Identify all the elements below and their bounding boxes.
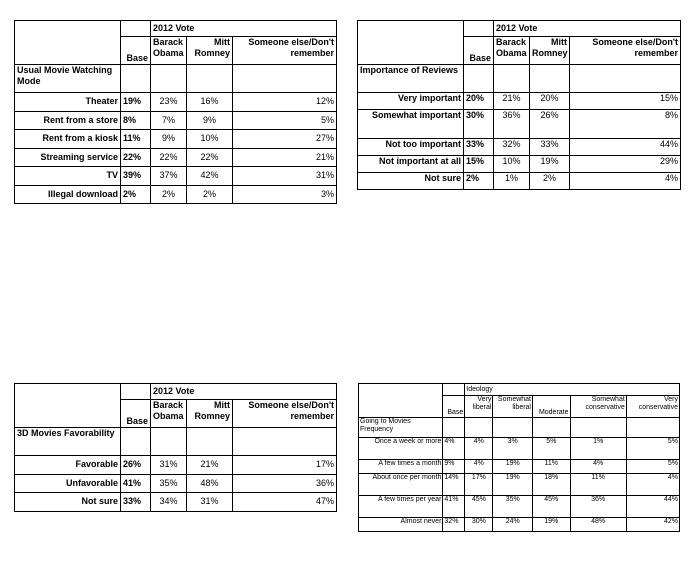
cell-base: 20% bbox=[464, 93, 494, 110]
row-label: Rent from a store bbox=[15, 111, 121, 130]
cell-obama: 32% bbox=[494, 139, 530, 156]
cell-obama: 2% bbox=[151, 185, 187, 204]
row-label: Favorable bbox=[15, 456, 121, 475]
cell-slib: 19% bbox=[493, 460, 533, 474]
table-row bbox=[359, 460, 680, 474]
table-row bbox=[15, 493, 337, 512]
cell-romney: 20% bbox=[530, 93, 570, 110]
ideology-rows bbox=[359, 438, 680, 532]
section-label: Usual Movie Watching Mode bbox=[15, 65, 121, 93]
cell-mod: 18% bbox=[533, 474, 571, 496]
col-header-moderate: Moderate bbox=[533, 396, 571, 418]
cell-other: 15% bbox=[570, 93, 681, 110]
cell-mod: 45% bbox=[533, 496, 571, 518]
cell-vlib: 17% bbox=[465, 474, 493, 496]
movie-mode-rows bbox=[15, 93, 337, 204]
cell-base: 32% bbox=[443, 518, 465, 532]
cell-romney: 21% bbox=[187, 456, 233, 475]
cell-scon: 48% bbox=[570, 518, 626, 532]
row-label: Streaming service bbox=[15, 148, 121, 167]
cell-other: 5% bbox=[233, 111, 337, 130]
cell-slib: 3% bbox=[493, 438, 533, 460]
section-label: Importance of Reviews bbox=[358, 65, 464, 93]
table-row bbox=[15, 185, 337, 204]
cell-base: 2% bbox=[121, 185, 151, 204]
cell-romney: 33% bbox=[530, 139, 570, 156]
corner-cell bbox=[358, 21, 464, 37]
col-header-other: Someone else/Don't remember bbox=[233, 37, 337, 65]
col-header-romney: Mitt Romney bbox=[187, 37, 233, 65]
table-row bbox=[358, 156, 681, 173]
cell-romney: 10% bbox=[187, 130, 233, 149]
cell-other: 31% bbox=[233, 167, 337, 186]
col-header-base: Base bbox=[121, 37, 151, 65]
cell-other: 47% bbox=[233, 493, 337, 512]
table-row bbox=[359, 474, 680, 496]
col-header-romney: Mitt Romney bbox=[530, 37, 570, 65]
col-header-somewhat-conservative: Somewhat conservative bbox=[570, 396, 626, 418]
table-row bbox=[15, 93, 337, 112]
cell-obama: 1% bbox=[494, 173, 530, 190]
row-label: TV bbox=[15, 167, 121, 186]
cell-obama: 23% bbox=[151, 93, 187, 112]
cell-slib: 24% bbox=[493, 518, 533, 532]
section-label: Going to Movies Frequency bbox=[359, 418, 443, 438]
row-label: Theater bbox=[15, 93, 121, 112]
group-header: 2012 Vote bbox=[151, 21, 337, 37]
cell-romney: 22% bbox=[187, 148, 233, 167]
cell-base: 41% bbox=[121, 474, 151, 493]
cell-vcon: 5% bbox=[626, 438, 679, 460]
cell-obama: 7% bbox=[151, 111, 187, 130]
cell-vcon: 4% bbox=[626, 474, 679, 496]
corner-cell bbox=[15, 21, 121, 37]
cell-obama: 34% bbox=[151, 493, 187, 512]
col-header-base: Base bbox=[464, 37, 494, 65]
col-header-other: Someone else/Don't remember bbox=[233, 400, 337, 428]
cell-scon: 1% bbox=[570, 438, 626, 460]
reviews-table bbox=[357, 20, 681, 190]
col-header-romney: Mitt Romney bbox=[187, 400, 233, 428]
row-label: Not sure bbox=[15, 493, 121, 512]
cell-vlib: 45% bbox=[465, 496, 493, 518]
cell-base: 11% bbox=[121, 130, 151, 149]
row-label: Rent from a kiosk bbox=[15, 130, 121, 149]
cell-romney: 31% bbox=[187, 493, 233, 512]
cell-romney: 16% bbox=[187, 93, 233, 112]
cell-mod: 11% bbox=[533, 460, 571, 474]
cell-base: 2% bbox=[464, 173, 494, 190]
table-row bbox=[15, 474, 337, 493]
cell-base: 33% bbox=[121, 493, 151, 512]
cell-other: 12% bbox=[233, 93, 337, 112]
cell-obama: 9% bbox=[151, 130, 187, 149]
col-header-base: Base bbox=[121, 400, 151, 428]
cell-base: 41% bbox=[443, 496, 465, 518]
col-header-obama: Barack Obama bbox=[151, 400, 187, 428]
group-header: 2012 Vote bbox=[151, 384, 337, 400]
row-label: A few times per year bbox=[359, 496, 443, 518]
table-row bbox=[15, 167, 337, 186]
row-label: About once per month bbox=[359, 474, 443, 496]
group-header: Ideology bbox=[465, 384, 680, 396]
row-label: Not sure bbox=[358, 173, 464, 190]
cell-base: 19% bbox=[121, 93, 151, 112]
row-label: Once a week or more bbox=[359, 438, 443, 460]
table-row bbox=[359, 496, 680, 518]
cell-obama: 21% bbox=[494, 93, 530, 110]
cell-vcon: 42% bbox=[626, 518, 679, 532]
cell-mod: 19% bbox=[533, 518, 571, 532]
cell-other: 44% bbox=[570, 139, 681, 156]
table-row bbox=[358, 93, 681, 110]
cell-romney: 9% bbox=[187, 111, 233, 130]
cell-obama: 37% bbox=[151, 167, 187, 186]
cell-base: 30% bbox=[464, 110, 494, 139]
cell-slib: 35% bbox=[493, 496, 533, 518]
cell-romney: 42% bbox=[187, 167, 233, 186]
cell-vlib: 30% bbox=[465, 518, 493, 532]
cell-other: 3% bbox=[233, 185, 337, 204]
cell-other: 8% bbox=[570, 110, 681, 139]
corner-cell bbox=[15, 384, 121, 400]
table-row bbox=[15, 148, 337, 167]
cell-vcon: 5% bbox=[626, 460, 679, 474]
table-row bbox=[358, 173, 681, 190]
table-row bbox=[359, 438, 680, 460]
cell-obama: 10% bbox=[494, 156, 530, 173]
cell-other: 27% bbox=[233, 130, 337, 149]
cell-base: 39% bbox=[121, 167, 151, 186]
cell-scon: 36% bbox=[570, 496, 626, 518]
table-row bbox=[15, 111, 337, 130]
corner-cell bbox=[359, 384, 443, 396]
table-row bbox=[358, 139, 681, 156]
cell-other: 36% bbox=[233, 474, 337, 493]
col-header-obama: Barack Obama bbox=[151, 37, 187, 65]
table-row bbox=[15, 456, 337, 475]
row-label: Not important at all bbox=[358, 156, 464, 173]
cell-obama: 22% bbox=[151, 148, 187, 167]
cell-romney: 19% bbox=[530, 156, 570, 173]
col-header-very-conservative: Very conservative bbox=[626, 396, 679, 418]
cell-vcon: 44% bbox=[626, 496, 679, 518]
cell-scon: 11% bbox=[570, 474, 626, 496]
ideology-table bbox=[358, 383, 680, 532]
three-d-rows bbox=[15, 456, 337, 512]
cell-base: 15% bbox=[464, 156, 494, 173]
cell-base: 14% bbox=[443, 474, 465, 496]
cell-romney: 26% bbox=[530, 110, 570, 139]
cell-base: 8% bbox=[121, 111, 151, 130]
cell-base: 9% bbox=[443, 460, 465, 474]
col-header-other: Someone else/Don't remember bbox=[570, 37, 681, 65]
table-row bbox=[359, 518, 680, 532]
cell-scon: 4% bbox=[570, 460, 626, 474]
cell-other: 29% bbox=[570, 156, 681, 173]
reviews-rows bbox=[358, 93, 681, 190]
cell-romney: 48% bbox=[187, 474, 233, 493]
movie-mode-table bbox=[14, 20, 337, 204]
cell-obama: 31% bbox=[151, 456, 187, 475]
cell-mod: 5% bbox=[533, 438, 571, 460]
col-header-very-liberal: Very liberal bbox=[465, 396, 493, 418]
cell-vlib: 4% bbox=[465, 438, 493, 460]
three-d-table bbox=[14, 383, 337, 512]
cell-base: 33% bbox=[464, 139, 494, 156]
col-header-somewhat-liberal: Somewhat liberal bbox=[493, 396, 533, 418]
cell-romney: 2% bbox=[187, 185, 233, 204]
cell-base: 26% bbox=[121, 456, 151, 475]
cell-slib: 19% bbox=[493, 474, 533, 496]
row-label: Unfavorable bbox=[15, 474, 121, 493]
cell-vlib: 4% bbox=[465, 460, 493, 474]
cell-other: 17% bbox=[233, 456, 337, 475]
col-header-obama: Barack Obama bbox=[494, 37, 530, 65]
row-label: Not too important bbox=[358, 139, 464, 156]
row-label: Very important bbox=[358, 93, 464, 110]
cell-other: 21% bbox=[233, 148, 337, 167]
cell-obama: 35% bbox=[151, 474, 187, 493]
cell-other: 4% bbox=[570, 173, 681, 190]
table-row bbox=[15, 130, 337, 149]
section-label: 3D Movies Favorability bbox=[15, 428, 121, 456]
col-header-base: Base bbox=[443, 396, 465, 418]
row-label: A few times a month bbox=[359, 460, 443, 474]
cell-romney: 2% bbox=[530, 173, 570, 190]
row-label: Illegal download bbox=[15, 185, 121, 204]
cell-base: 22% bbox=[121, 148, 151, 167]
row-label: Almost never bbox=[359, 518, 443, 532]
row-label: Somewhat important bbox=[358, 110, 464, 139]
table-row bbox=[358, 110, 681, 139]
cell-base: 4% bbox=[443, 438, 465, 460]
group-header: 2012 Vote bbox=[494, 21, 681, 37]
cell-obama: 36% bbox=[494, 110, 530, 139]
